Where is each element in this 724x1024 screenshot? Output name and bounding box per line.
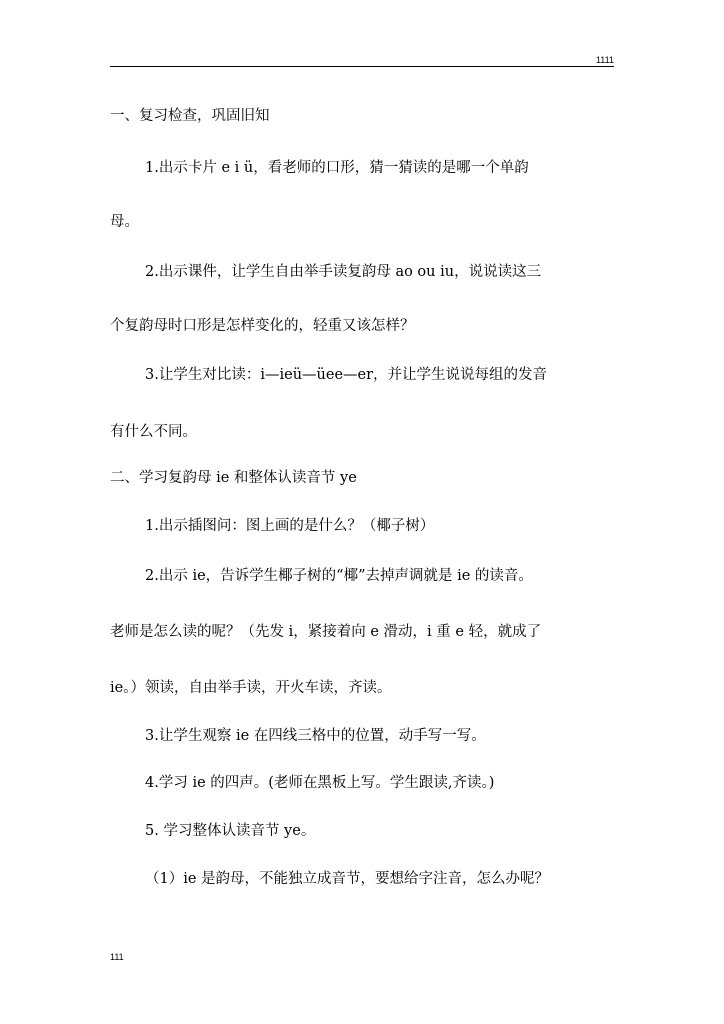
header-rule bbox=[110, 66, 614, 67]
footer-page-number: 111 bbox=[110, 952, 124, 962]
paragraph-line: （1）ie 是韵母，不能独立成音节，要想给字注音，怎么办呢？ bbox=[145, 871, 550, 887]
paragraph-line: 5. 学习整体认读音节 ye。 bbox=[145, 823, 316, 839]
paragraph-line: 3.让学生对比读：i—ieü—üee—er，并让学生说说每组的发音 bbox=[145, 367, 548, 383]
paragraph-line: 1.出示卡片 e i ü，看老师的口形，猜一猜读的是哪一个单韵 bbox=[145, 160, 529, 176]
header-page-number: 1111 bbox=[595, 55, 614, 65]
paragraph-line: 有什么不同。 bbox=[110, 424, 197, 440]
paragraph-line: 2.出示 ie，告诉学生椰子树的“椰”去掉声调就是 ie 的读音。 bbox=[145, 568, 533, 584]
paragraph-line: 1.出示插图问：图上画的是什么？（椰子树） bbox=[145, 518, 435, 534]
paragraph-line: 2.出示课件，让学生自由举手读复韵母 ao ou iu，说说读这三 bbox=[145, 264, 542, 280]
paragraph-line: 母。 bbox=[110, 214, 139, 230]
section-heading: 二、学习复韵母 ie 和整体认读音节 ye bbox=[110, 470, 357, 486]
paragraph-line: 3.让学生观察 ie 在四线三格中的位置，动手写一写。 bbox=[145, 728, 486, 744]
paragraph-line: 老师是怎么读的呢？（先发 i，紧接着向 e 滑动，i 重 e 轻，就成了 bbox=[110, 624, 542, 640]
paragraph-line: ie。）领读，自由举手读，开火车读，齐读。 bbox=[110, 680, 392, 696]
paragraph-line: 个复韵母时口形是怎样变化的，轻重又该怎样？ bbox=[110, 318, 415, 334]
section-heading: 一、复习检查，巩固旧知 bbox=[110, 108, 270, 124]
paragraph-line: 4.学习 ie 的四声。(老师在黑板上写。学生跟读,齐读。) bbox=[145, 775, 495, 791]
